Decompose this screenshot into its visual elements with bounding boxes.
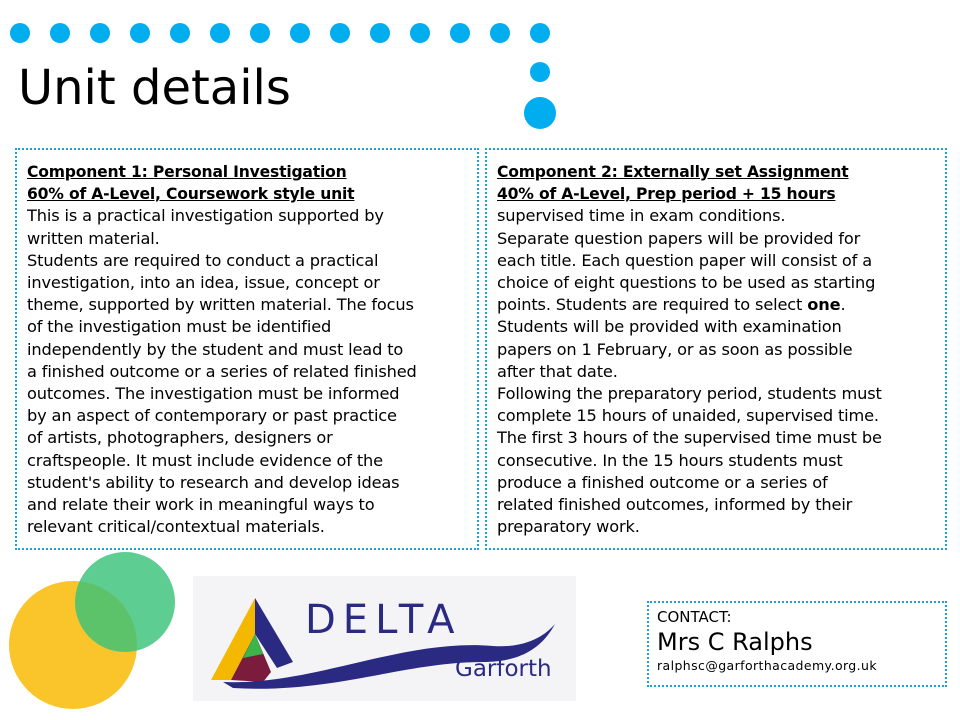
delta-garforth-logo xyxy=(193,576,576,701)
component-1-panel xyxy=(15,148,479,550)
component-1-line: by an aspect of contemporary or past practice xyxy=(27,406,397,426)
component-2-line: produce a finished outcome or a series of xyxy=(497,472,828,492)
component-2-heading: Component 2: Externally set Assignment xyxy=(497,163,849,181)
decorative-circles xyxy=(0,548,190,720)
component-1-heading: Component 1: Personal Investigation xyxy=(27,163,347,181)
component-1-line: This is a practical investigation supported by xyxy=(27,206,384,226)
component-1-line: a finished outcome or a series of related finished xyxy=(27,361,417,381)
component-1-line: relevant critical/contextual materials. xyxy=(27,517,325,537)
component-1-line: theme, supported by written material. The focus xyxy=(27,295,414,315)
green-circle xyxy=(75,552,175,652)
component-2-line: The first 3 hours of the supervised time must be xyxy=(497,428,882,448)
select-suffix: . xyxy=(840,295,846,315)
logo-word: DELTA xyxy=(305,597,462,643)
component-2-line: papers on 1 February, or as soon as possible xyxy=(497,339,853,359)
component-1-line: Students are required to conduct a practical xyxy=(27,250,379,270)
component-2-line: Separate question papers will be provided for xyxy=(497,228,861,248)
component-2-line: after that date. xyxy=(497,361,618,381)
component-2-panel xyxy=(485,148,947,550)
contact-name: Mrs C Ralphs xyxy=(657,628,813,656)
component-2-line: related finished outcomes, informed by their xyxy=(497,495,853,515)
component-1-line: of artists, photographers, designers or xyxy=(27,428,333,448)
component-1-line: investigation, into an idea, issue, concept or xyxy=(27,273,380,293)
logo-sub: Garforth xyxy=(455,656,552,682)
component-2-select-line xyxy=(497,294,935,316)
component-2-line: preparatory work. xyxy=(497,517,640,537)
page-title: Unit details xyxy=(18,60,291,116)
component-2-line: supervised time in exam conditions. xyxy=(497,206,786,226)
component-2-line: complete 15 hours of unaided, supervised time. xyxy=(497,406,879,426)
component-2-line: Students will be provided with examination xyxy=(497,317,842,337)
contact-email[interactable]: ralphsc@garforthacademy.org.uk xyxy=(657,658,877,673)
component-1-line: craftspeople. It must include evidence of the xyxy=(27,450,383,470)
component-2-line: Following the preparatory period, students must xyxy=(497,384,882,404)
component-2-line: choice of eight questions to be used as starting xyxy=(497,273,876,293)
component-2-line: each title. Each question paper will consist of a xyxy=(497,250,873,270)
component-1-line: and relate their work in meaningful ways to xyxy=(27,495,375,515)
contact-label: CONTACT: xyxy=(657,608,732,626)
component-1-line: outcomes. The investigation must be informed xyxy=(27,384,400,404)
component-1-subheading: 60% of A-Level, Coursework style unit xyxy=(27,185,355,204)
component-1-line: independently by the student and must lead to xyxy=(27,339,404,359)
component-1-line: written material. xyxy=(27,228,160,248)
component-1-line: student's ability to research and develop ideas xyxy=(27,472,400,492)
contact-panel xyxy=(647,601,947,687)
component-2-subheading: 40% of A-Level, Prep period + 15 hours xyxy=(497,185,836,204)
select-emphasis: one xyxy=(807,295,841,315)
component-2-line: consecutive. In the 15 hours students must xyxy=(497,450,843,470)
select-prefix: points. Students are required to select xyxy=(497,295,808,315)
component-1-line: of the investigation must be identified xyxy=(27,317,332,337)
